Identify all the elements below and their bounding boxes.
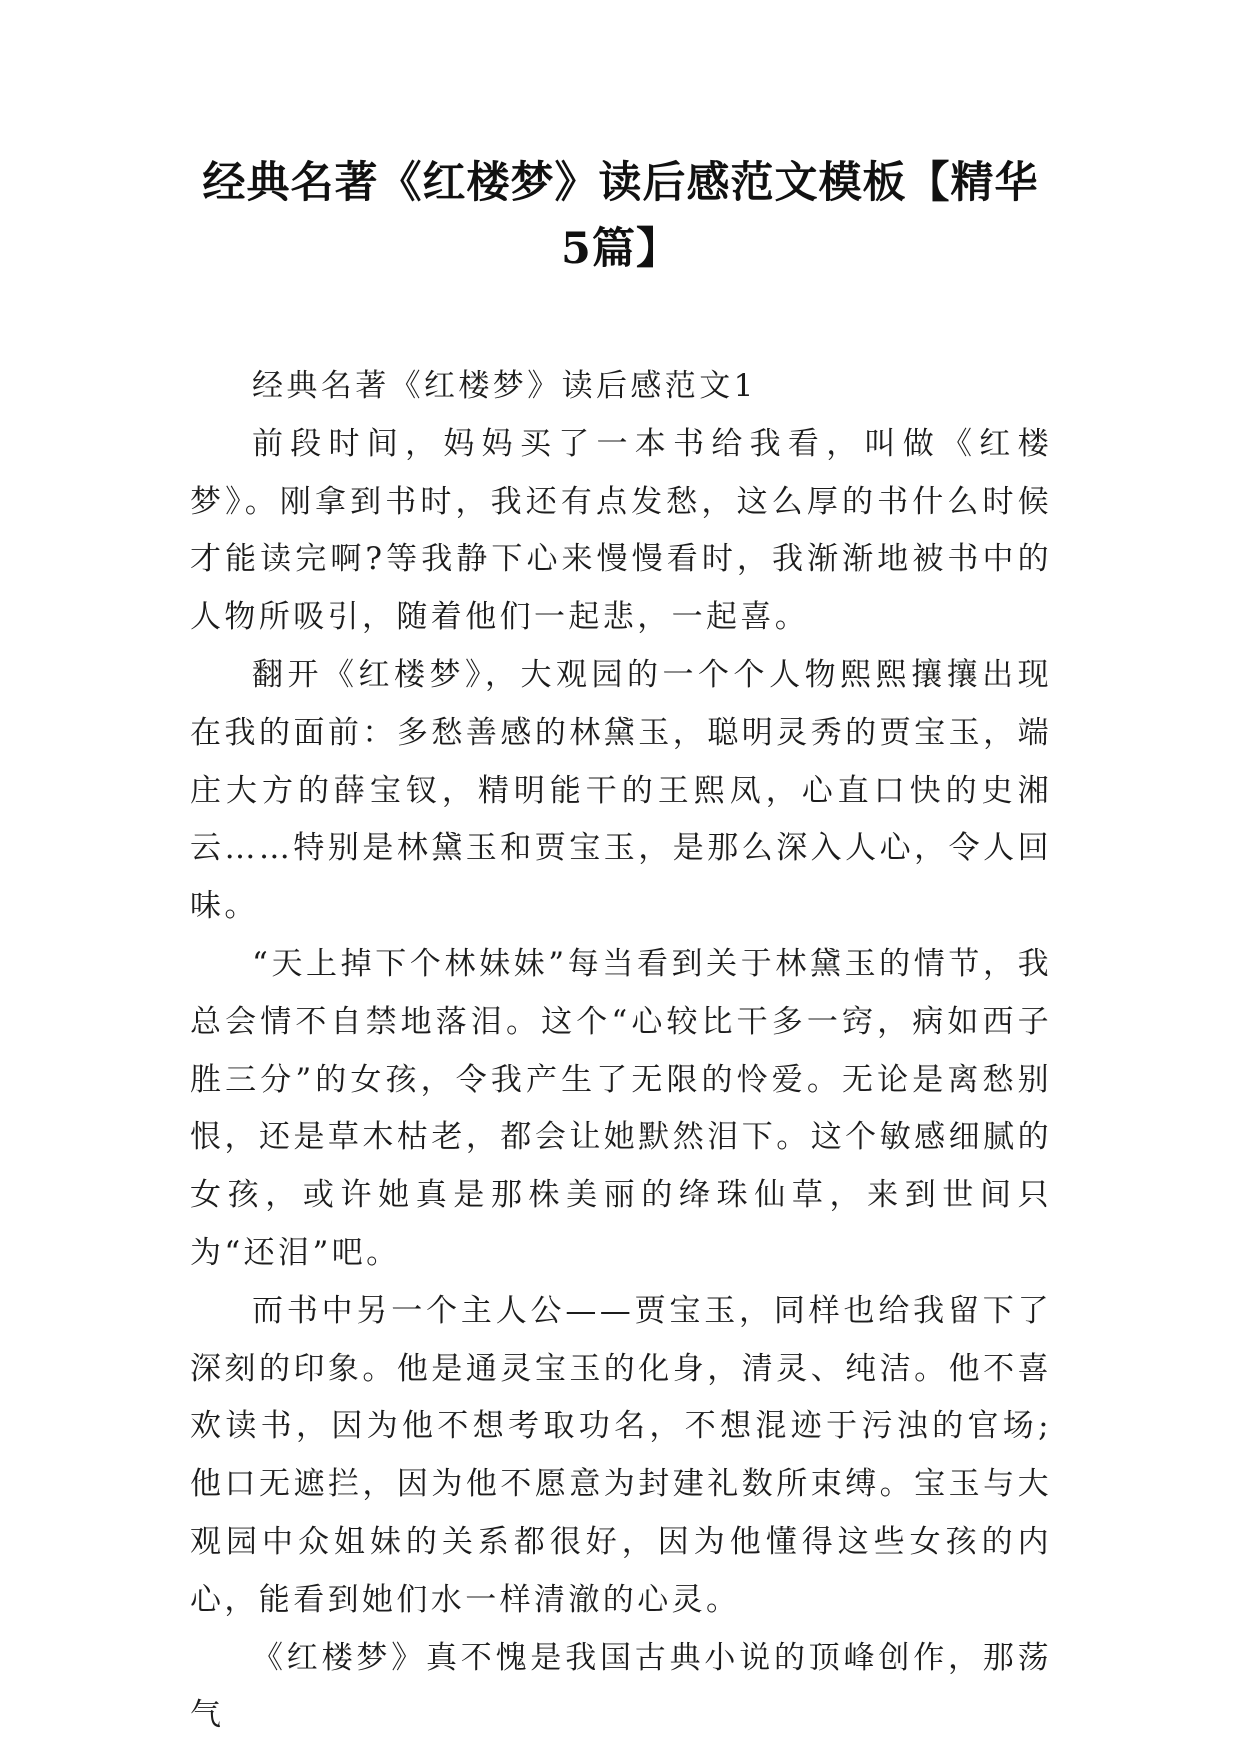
document-title [160, 150, 1081, 282]
paragraph-2: 翻开《红楼梦》，大观园的一个个人物熙熙攘攘出现在我的面前：多愁善感的林黛玉，聪明灵秀的贾宝玉，端庄大方的薛宝钗，精明能干的王熙凤，心直口快的史湘云……特别是林黛玉和贾宝玉，是那么深入人心，令人回味。 [190, 656, 1052, 925]
section-heading: 经典名著《红楼梦》读后感范文1 [252, 368, 757, 404]
document-title-line-2: 5篇】 [561, 224, 680, 274]
paragraph-3: “天上掉下个林妹妹”每当看到关于林黛玉的情节，我总会情不自禁地落泪。这个“心较比干多一窍，病如西子胜三分”的女孩，令我产生了无限的怜爱。无论是离愁别恨，还是草木枯老，都会让她默然泪下。这个敏感细腻的女孩，或许她真是那株美丽的绛珠仙草，来到世间只为“还泪”吧。 [190, 945, 1052, 1271]
paragraph-4: 而书中另一个主人公——贾宝玉，同样也给我留下了深刻的印象。他是通灵宝玉的化身，清灵、纯洁。他不喜欢读书，因为他不想考取功名，不想混迹于污浊的官场;他口无遮拦，因为他不愿意为封建礼数所束缚。宝玉与大观园中众姐妹的关系都很好，因为他懂得这些女孩的内心，能看到她们水一样清澈的心灵。 [190, 1292, 1052, 1618]
document-title-line-1: 经典名著《红楼梦》读后感范文模板【精华 [202, 158, 1039, 208]
paragraph-5: 《红楼梦》真不愧是我国古典小说的顶峰创作，那荡气 [190, 1639, 1052, 1734]
document-body [190, 358, 1052, 1745]
paragraph-1: 前段时间，妈妈买了一本书给我看，叫做《红楼梦》。刚拿到书时，我还有点发愁，这么厚的书什么时候才能读完啊?等我静下心来慢慢看时，我渐渐地被书中的人物所吸引，随着他们一起悲，一起喜。 [190, 425, 1052, 636]
